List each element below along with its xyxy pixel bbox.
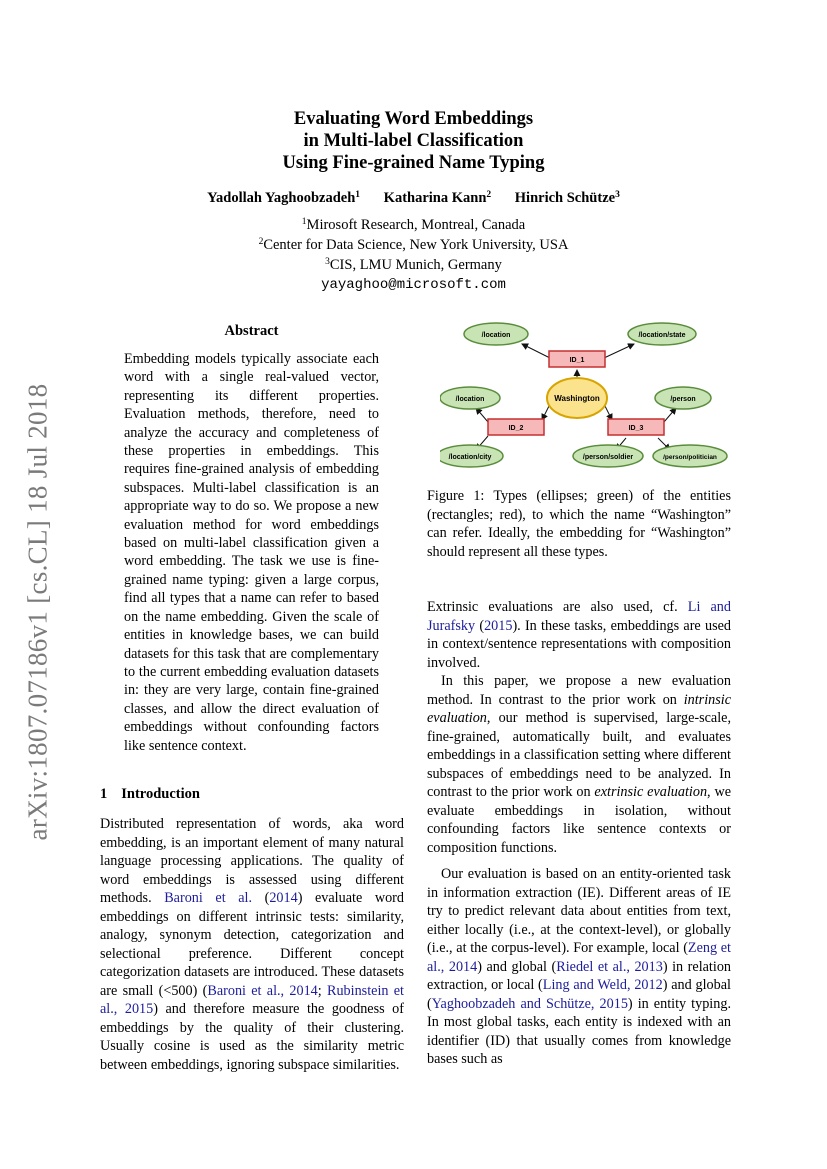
affiliation: $^2$Center for Data Science, New York University, USA [258, 237, 569, 253]
citation-link[interactable]: 2014 [269, 890, 298, 906]
type-label: /location/city [448, 454, 492, 461]
affiliation: $^3$CIS, LMU Munich, Germany [325, 257, 502, 273]
entity-label: ID_2 [508, 425, 524, 432]
type-label: /location [481, 332, 511, 339]
citation-link[interactable]: Zeng et al., 2014 [427, 940, 731, 975]
abstract-body: Embedding models typically associate each word with a single real-valued vector, representing its different properties. Evaluation methods, therefore, need to analyze the accuracy and completeness of these properties in embeddings. This requires fine-grained analysis of embedding subspaces. Multi-label classification is an appropriate way to do so. We propose a new evaluation method for word embeddings based on multi-label classification given a word embedding. The task we use is fine-grained name typing: given a large corpus, find all types that a name can refer to based on the name embedding. Given the scale of entities in knowledge bases, we can build datasets for this task that are complementary to the current embedding evaluation datasets in: they are very large, contain fine-grained classes, and allow the direct evaluation of embeddings without confounding factors like sentence context. [124, 351, 379, 754]
type-label: /person/politician [663, 454, 717, 461]
author-email: yayaghoo@microsoft.com [321, 277, 506, 293]
type-label: /person [670, 396, 696, 403]
intro-paragraph-1: Distributed representation of words, aka word embedding, is an important element of many natural language processing applications. The quality of word embeddings is assessed using different methods. Baroni et al. (2014) evaluate word embeddings on different intrinsic tests: similarity, analogy, synonym detection, categorization and selectional preference. Different concept categorization datasets are introduced. These datasets are small (<500) (Baroni et al., 2014; Rubinstein et al., 2015) and therefore measure the goodness of embeddings by the quality of their clustering. Usually cosine is used as the similarity metric between embeddings, ignoring subspace similarities. [100, 816, 404, 1073]
affiliations [0, 215, 827, 295]
title-line-3: Using Fine-grained Name Typing [282, 153, 545, 173]
entity-label: ID_3 [628, 425, 644, 432]
center-label: Washington [554, 394, 600, 403]
section-heading-introduction [100, 786, 200, 803]
paragraph: In this paper, we propose a new evaluation method. In contrast to the prior work on intrinsic evaluation, our method is supervised, large-scale, fine-grained, automatically built, and evaluates embeddings in a classification setting where different subspaces of embeddings need to be analyzed. In contrast to the prior work on extrinsic evaluation, we evaluate embeddings in isolation, without confounding factors like sentence contexts or composition functions. [427, 673, 732, 856]
paragraph: Our evaluation is based on an entity-oriented task in information extraction (IE). Different areas of IE try to predict relevant data about entities from text, either locally (i.e., at the context-level), or globally (i.e., at the corpus-level). For example, local (Zeng et al., 2014) and global (Riedel et al., 2013) in relation extraction, or local (Ling and Weld, 2012) and global (Yaghoobzadeh and Schütze, 2015) in entity typing. In most global tasks, each entity is indexed with an identifier (ID) that usually comes from knowledge bases such as [427, 866, 732, 1067]
affiliation: $^1$Mirosoft Research, Montreal, Canada [301, 217, 526, 233]
arxiv-id: arXiv:1807.07186v1 [cs.CL] 18 Jul 2018 [22, 383, 53, 841]
citation-link[interactable]: Yaghoobzadeh and Schütze, 2015 [431, 995, 628, 1012]
citation-link[interactable]: Rubinstein et al., 2015 [100, 982, 404, 1017]
type-label: /location [455, 396, 485, 403]
title-line-1: Evaluating Word Embeddings [293, 109, 534, 129]
citation-link[interactable]: Baroni et al., 2014 [207, 982, 318, 999]
arxiv-sidebar [22, 372, 54, 852]
type-label: /location/state [638, 332, 686, 339]
citation-link[interactable]: Riedel et al., 2013 [556, 958, 663, 975]
section-number: 1 [100, 786, 108, 802]
title-line-2: in Multi-label Classification [303, 131, 524, 151]
author-list [0, 190, 827, 207]
paper-title [0, 108, 827, 174]
author: Yadollah Yaghoobzadeh$^1$ [207, 190, 361, 206]
right-column-text [427, 598, 731, 1069]
edge-arrow [476, 408, 488, 422]
entity-label: ID_1 [569, 357, 585, 364]
citation-link[interactable]: Baroni et al. [164, 890, 252, 906]
edge-arrow [604, 344, 634, 358]
figure-1-diagram [440, 318, 728, 478]
edge-arrow [522, 344, 550, 358]
citation-link[interactable]: Li and Jurafsky [427, 599, 731, 634]
author: Katharina Kann$^2$ [383, 190, 492, 206]
edge-arrow [664, 408, 676, 422]
author: Hinrich Schütze$^3$ [514, 190, 620, 206]
figure-caption: Figure 1: Types (ellipses; green) of the entities (rectangles; red), to which the name “Washington” can refer. Ideally, the embedding for “Washington” should represent all these types. [427, 488, 731, 560]
abstract-heading: Abstract [224, 323, 279, 339]
paragraph: Extrinsic evaluations are also used, cf. Li and Jurafsky (2015). In these tasks, embeddings are used in context/sentence representations with composition involved. [427, 599, 731, 671]
citation-link[interactable]: Ling and Weld, 2012 [542, 977, 663, 993]
citation-link[interactable]: 2015 [484, 617, 513, 634]
section-title: Introduction [121, 786, 200, 802]
type-label: /person/soldier [582, 454, 634, 461]
